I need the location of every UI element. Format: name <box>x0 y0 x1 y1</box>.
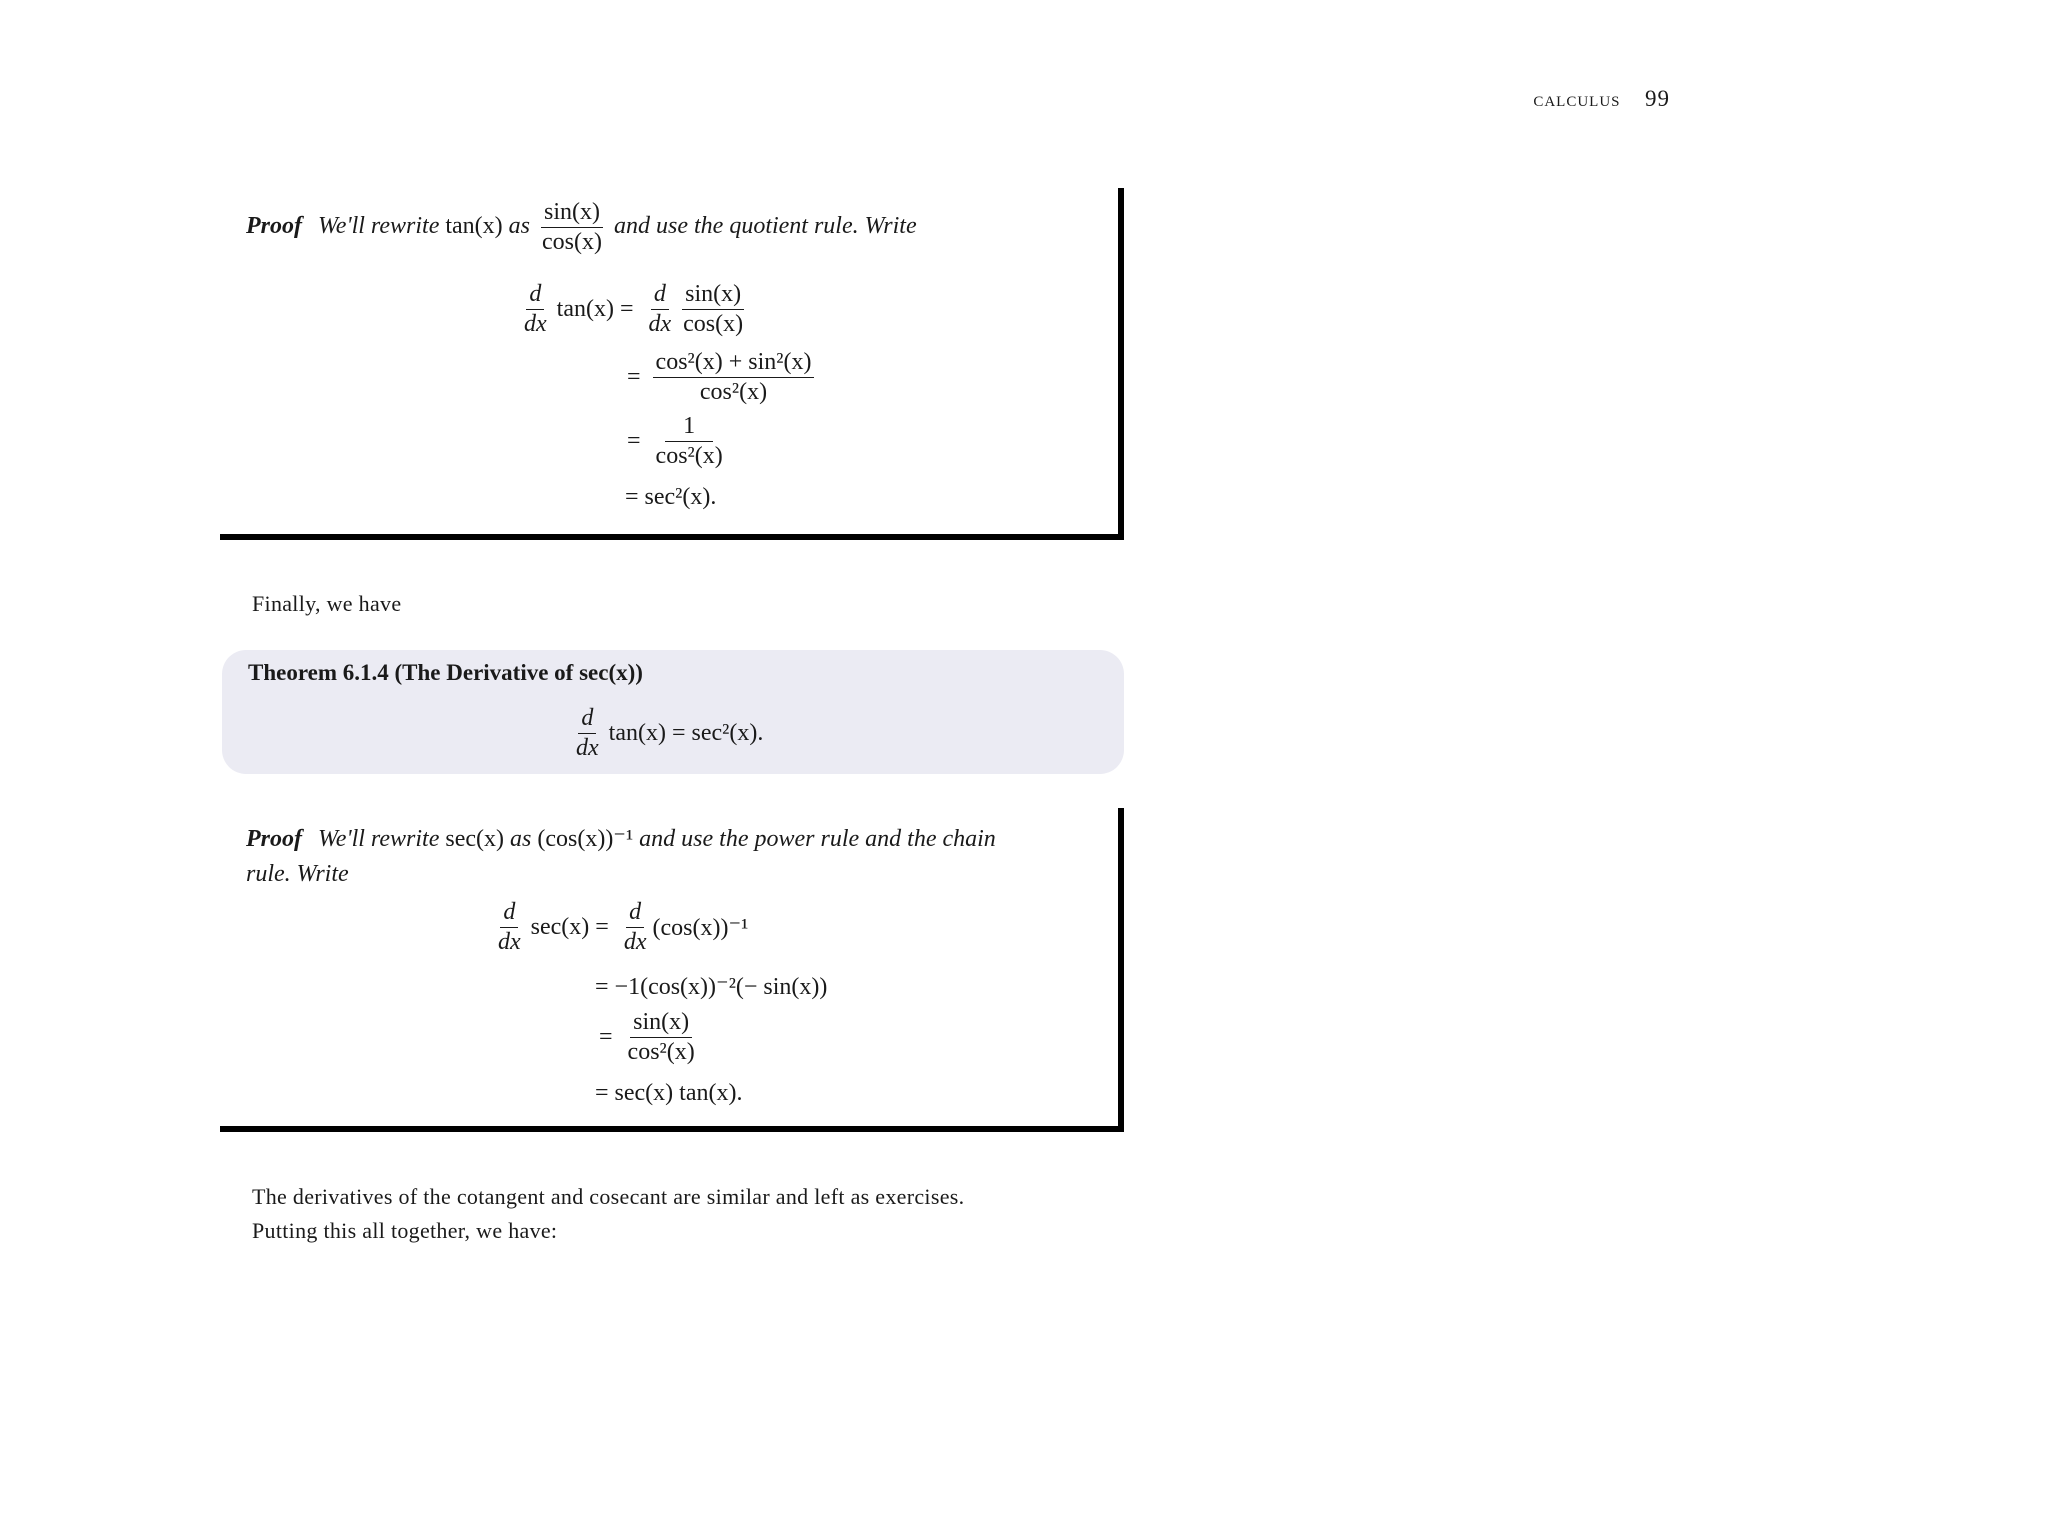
running-head <box>1500 86 1670 112</box>
theorem-derivative <box>573 706 602 761</box>
proof1-intro-text-2: and use the quotient rule. Write <box>614 213 917 240</box>
running-head-title: calculus <box>1533 87 1621 111</box>
proof2-s3-den: cos²(x) <box>627 1039 695 1066</box>
proof2-step-1 <box>492 900 748 955</box>
proof2-s3-num: sin(x) <box>630 1010 692 1038</box>
proof2-intro-power: (cos(x))⁻¹ <box>537 826 634 852</box>
proof2-step-2: = −1(cos(x))⁻²(− sin(x)) <box>595 974 828 1000</box>
proof1-intro <box>246 200 1100 255</box>
proof2-intro-line2: rule. Write <box>246 861 349 887</box>
proof1-s2-eq: = <box>627 364 641 391</box>
paragraph-putting-together <box>252 1180 964 1248</box>
proof1-step-3 <box>618 414 729 469</box>
proof1-s1-rhs-den: cos(x) <box>683 311 744 338</box>
theorem-d: d <box>578 706 596 734</box>
proof1-intro-frac-den: cos(x) <box>542 229 602 256</box>
proof-tan-derivative <box>220 188 1124 540</box>
proof1-s1-d: d <box>526 282 544 310</box>
paragraph-line-2: Putting this all together, we have: <box>252 1218 558 1243</box>
theorem-statement-text: tan(x) = sec²(x). <box>608 720 764 747</box>
proof1-intro-fraction <box>539 200 605 255</box>
proof2-s1-rhs-expr: (cos(x))⁻¹ <box>652 915 749 942</box>
proof1-s2-num: cos²(x) + sin²(x) <box>653 350 815 378</box>
theorem-6-1-4 <box>222 650 1124 774</box>
proof1-s3-num: 1 <box>665 414 713 442</box>
proof2-s3-fraction <box>625 1010 698 1065</box>
proof1-step-1 <box>518 282 749 337</box>
proof1-s3-fraction <box>653 414 726 469</box>
proof2-s1-lhs-fn: sec(x) = <box>530 914 609 941</box>
proof1-s1-dx: dx <box>524 311 547 338</box>
proof2-s1-rhs-derivative <box>621 900 650 955</box>
proof1-intro-fn: tan(x) <box>445 213 503 240</box>
theorem-dx: dx <box>576 735 599 762</box>
proof1-s1-rhs-num: sin(x) <box>682 282 744 310</box>
proof1-s1-lhs-derivative <box>521 282 550 337</box>
proof1-s1-rhs-fraction <box>680 282 746 337</box>
paragraph-line-1: The derivatives of the cotangent and cosecant are similar and left as exercises. <box>252 1184 965 1209</box>
theorem-heading: Theorem 6.1.4 (The Derivative of sec(x)) <box>248 660 643 685</box>
proof1-intro-text: We'll rewrite <box>318 213 440 240</box>
proof1-intro-as: as <box>508 213 531 240</box>
proof1-s2-fraction <box>653 350 815 405</box>
proof1-s3-eq: = <box>627 428 641 455</box>
proof1-s1-rhs-dx: dx <box>648 311 672 338</box>
proof1-s1-lhs-fn: tan(x) = <box>556 296 634 323</box>
proof2-s1-dx: dx <box>498 929 521 956</box>
proof1-s2-den: cos²(x) <box>699 379 768 406</box>
proof1-lead: Proof <box>246 213 302 240</box>
proof1-intro-frac-num: sin(x) <box>541 200 603 228</box>
page-number: 99 <box>1645 86 1670 111</box>
proof1-s1-rhs-d: d <box>651 282 669 310</box>
proof2-intro <box>246 822 1100 892</box>
proof2-step-4: = sec(x) tan(x). <box>595 1080 743 1106</box>
proof-sec-derivative <box>220 808 1124 1132</box>
proof1-s3-den: cos²(x) <box>655 443 723 470</box>
proof2-s1-lhs-derivative <box>495 900 524 955</box>
proof2-s1-rhs-d: d <box>626 900 644 928</box>
proof1-step-4: = sec²(x). <box>625 484 717 510</box>
proof2-s1-d: d <box>500 900 518 928</box>
proof2-intro-as: as <box>510 826 532 852</box>
proof2-lead: Proof <box>246 826 302 852</box>
proof2-intro-text-2: and use the power rule and the chain <box>639 826 996 852</box>
proof2-step-3 <box>590 1010 701 1065</box>
proof2-intro-fn: sec(x) <box>445 826 504 852</box>
proof1-step-2 <box>618 350 817 405</box>
theorem-statement <box>570 706 763 761</box>
paragraph-finally: Finally, we have <box>252 591 402 616</box>
proof2-s3-eq: = <box>599 1024 613 1051</box>
proof1-s1-rhs-derivative <box>646 282 675 337</box>
proof2-intro-text: We'll rewrite <box>318 826 440 852</box>
proof2-s1-rhs-dx: dx <box>623 929 647 956</box>
